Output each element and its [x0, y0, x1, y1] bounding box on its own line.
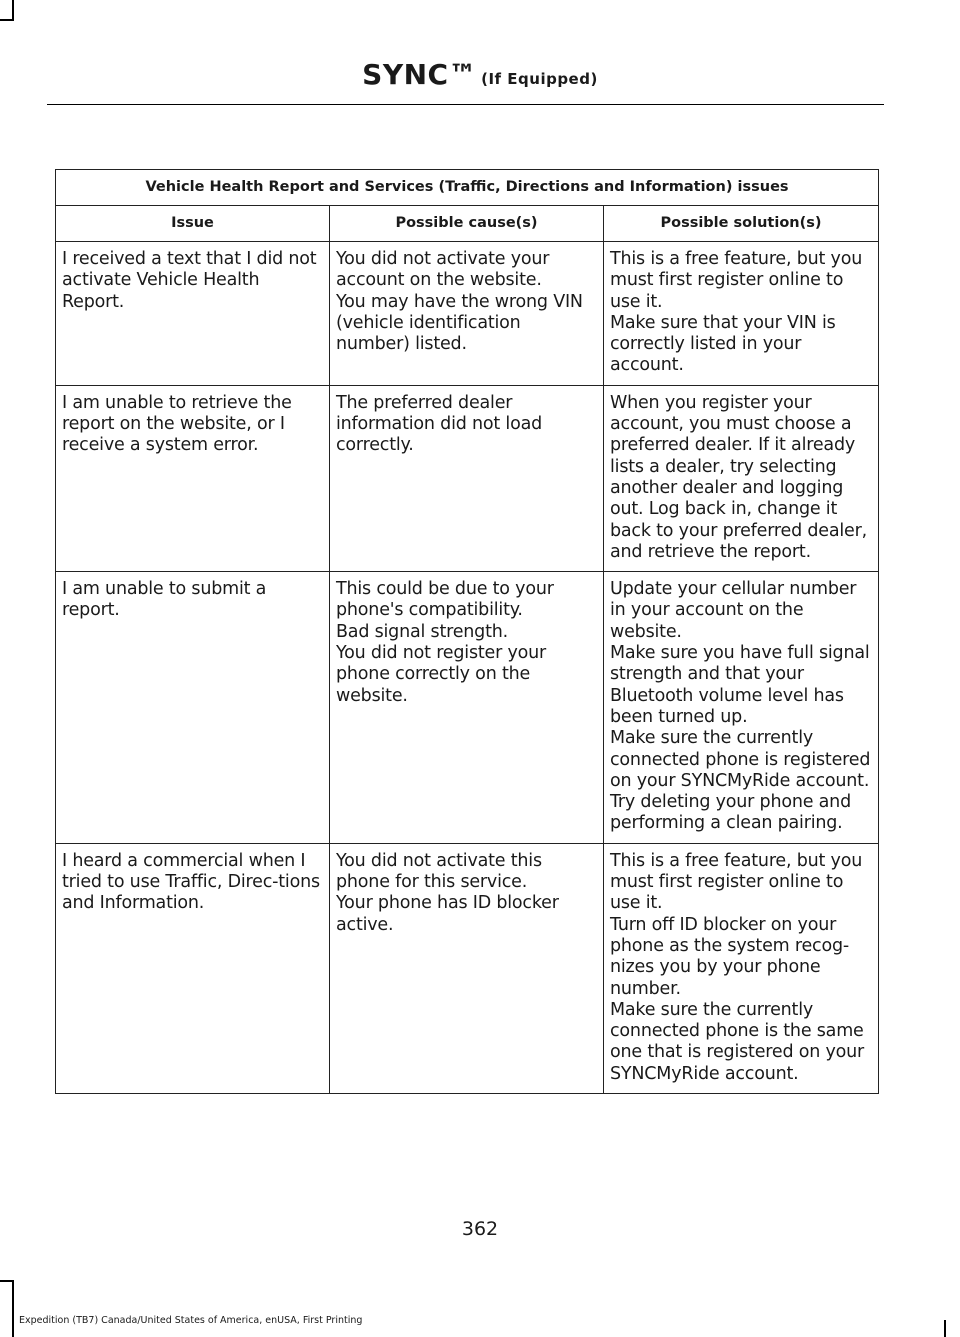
crop-mark	[12, 1280, 14, 1337]
cause-text: You did not register your phone correctly on the website.	[336, 643, 546, 706]
troubleshooting-table	[55, 169, 879, 1094]
cause-text: The preferred dealer information did not load correctly.	[336, 392, 543, 456]
solution-text: Turn off ID blocker on your phone as the system recog-nizes you by your phone number.	[610, 914, 849, 999]
crop-mark	[0, 1280, 14, 1282]
table-row	[56, 572, 879, 844]
crop-mark	[0, 19, 14, 21]
table-title: Vehicle Health Report and Services (Traffic, Directions and Information) issues	[56, 170, 879, 206]
header-rule	[47, 104, 884, 105]
solution-cell	[604, 385, 879, 571]
cause-text: This could be due to your phone's compatibility.	[336, 579, 554, 621]
footer-text: Expedition (TB7) Canada/United States of America, enUSA, First Printing	[19, 1315, 363, 1326]
solution-cell	[604, 843, 879, 1093]
page-header	[0, 58, 960, 91]
solution-text: This is a free feature, but you must first register online to use it.	[610, 249, 863, 312]
issue-cell: I am unable to submit a report.	[56, 572, 330, 844]
issue-cell: I am unable to retrieve the report on the website, or I receive a system error.	[56, 385, 330, 571]
solution-text: Make sure the currently connected phone is the same one that is registered on your SYNCMyRide account.	[610, 999, 865, 1084]
issue-cell: I received a text that I did not activate Vehicle Health Report.	[56, 242, 330, 386]
crop-mark	[944, 1320, 946, 1337]
column-header-solution: Possible solution(s)	[604, 206, 879, 242]
column-header-issue: Issue	[56, 206, 330, 242]
solution-text: When you register your account, you must choose a preferred dealer. If it already lists a dealer, try selecting another dealer and logging out. Log back in, change it back to your preferred dealer, and retrieve the report.	[610, 392, 867, 562]
issue-cell: I heard a commercial when I tried to use Traffic, Direc-tions and Information.	[56, 843, 330, 1093]
table-header-row	[56, 206, 879, 242]
cause-text: You may have the wrong VIN (vehicle identification number) listed.	[336, 291, 583, 355]
cause-cell	[330, 572, 604, 844]
solution-text: Make sure that your VIN is correctly listed in your account.	[610, 312, 836, 376]
column-header-cause: Possible cause(s)	[330, 206, 604, 242]
solution-cell	[604, 242, 879, 386]
header-subtitle: (If Equipped)	[481, 70, 598, 88]
solution-text: Make sure the currently connected phone is registered on your SYNCMyRide account.	[610, 728, 871, 791]
cause-cell	[330, 843, 604, 1093]
table-row	[56, 385, 879, 571]
crop-mark	[12, 0, 14, 20]
cause-text: You did not activate this phone for this service.	[336, 850, 542, 893]
solution-text: Try deleting your phone and performing a clean pairing.	[610, 792, 851, 834]
cause-text: Bad signal strength.	[336, 621, 508, 642]
cause-cell	[330, 242, 604, 386]
cause-text: Your phone has ID blocker active.	[336, 893, 559, 935]
table-row	[56, 242, 879, 386]
solution-text: This is a free feature, but you must first register online to use it.	[610, 850, 863, 914]
cause-cell	[330, 385, 604, 571]
solution-text: Update your cellular number in your account on the website.	[610, 579, 857, 642]
cause-text: You did not activate your account on the website.	[336, 249, 550, 291]
table-title-row	[56, 170, 879, 206]
page-number: 362	[461, 1218, 499, 1240]
solution-text: Make sure you have full signal strength and that your Bluetooth volume level has been turned up.	[610, 643, 870, 727]
header-title: SYNC™	[362, 58, 478, 91]
table-row	[56, 843, 879, 1093]
solution-cell	[604, 572, 879, 844]
